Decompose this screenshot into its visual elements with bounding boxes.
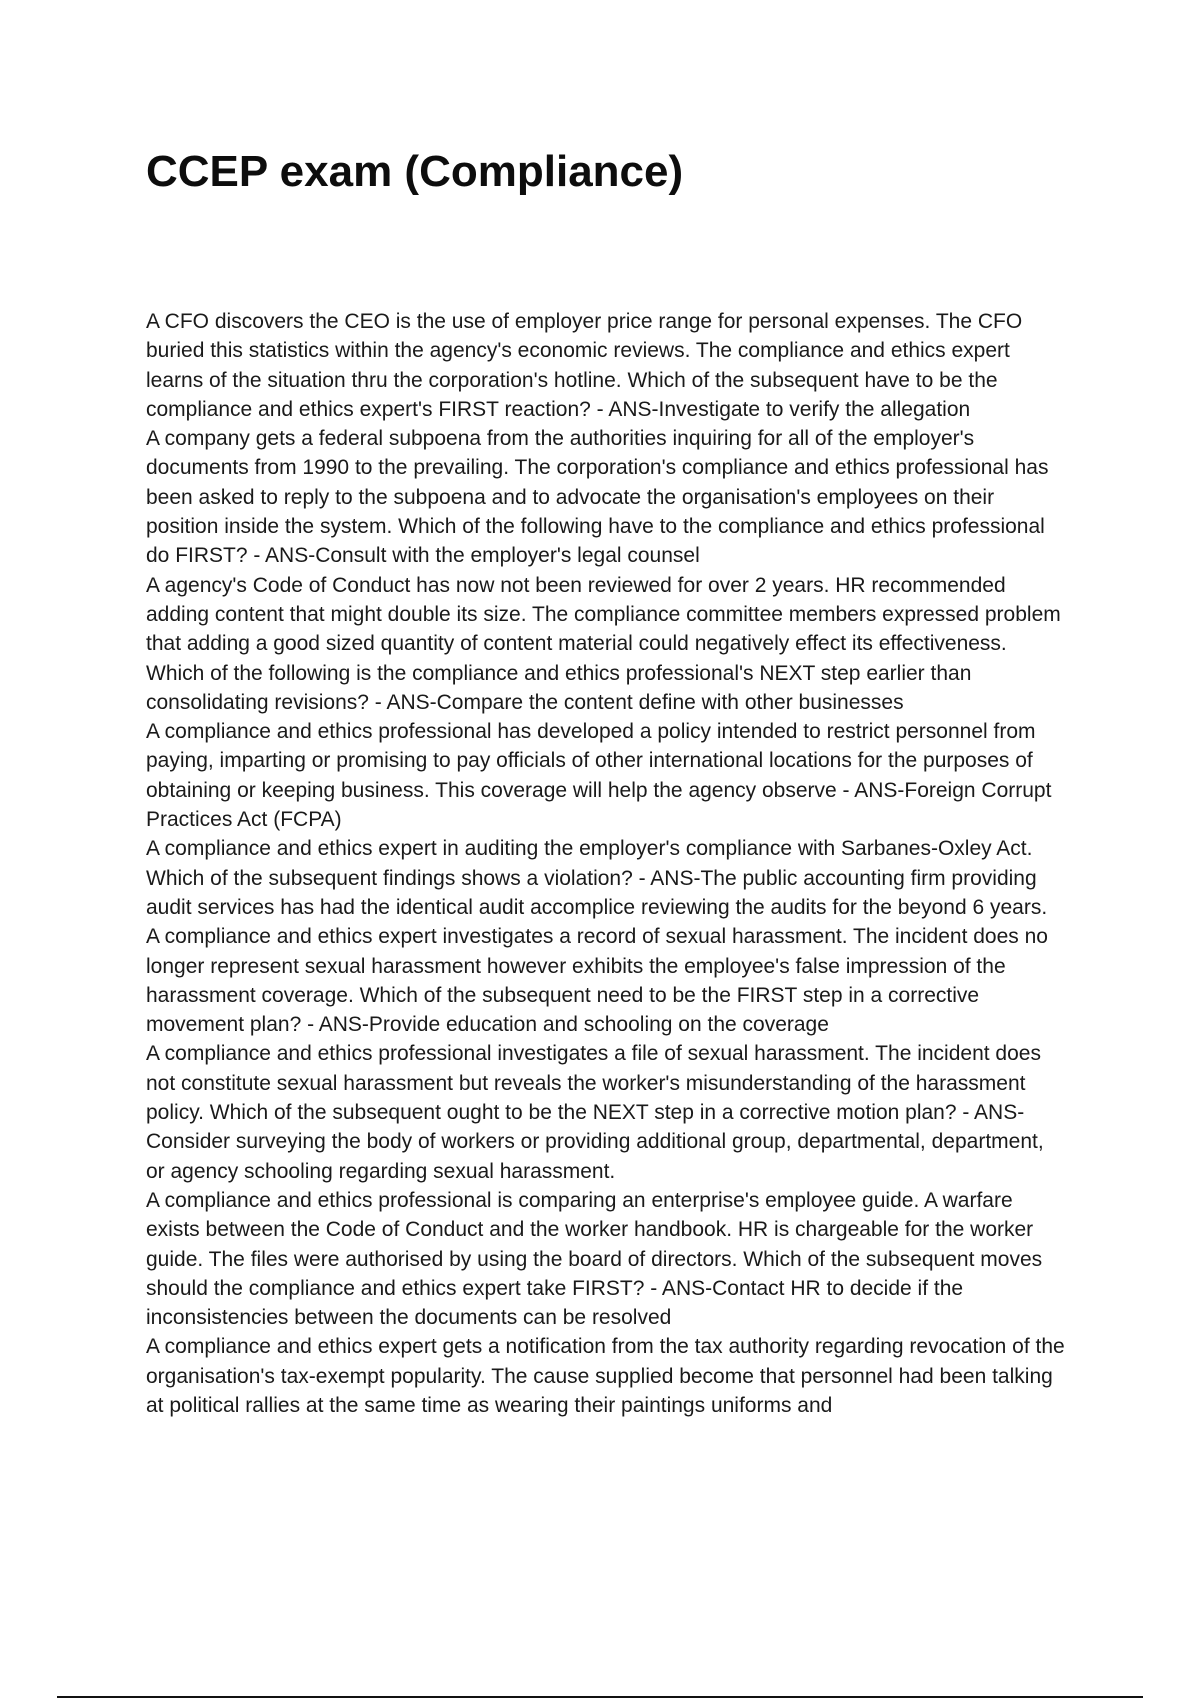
qa-entry: A compliance and ethics professional is comparing an enterprise's employee guide. A warfare exists between the Code of Conduct and the worker handbook. HR is chargeable for the worker guide. The files were authorised by using the board of directors. Which of the subsequent moves should the compliance and ethics expert take FIRST? - ANS-Contact HR to decide if the inconsistencies between the documents can be resolved xyxy=(146,1188,1043,1330)
qa-entry: A agency's Code of Conduct has now not been reviewed for over 2 years. HR recommended adding content that might double its size. The compliance committee members expressed problem that adding a good sized quantity of content material could negatively effect its effectiveness. Which of the following is the compliance and ethics professional's NEXT step earlier than consolidating revisions? - ANS-Compare the content define with other businesses xyxy=(146,573,1061,714)
document-body xyxy=(146,307,1066,1420)
qa-entry: A company gets a federal subpoena from the authorities inquiring for all of the employer's documents from 1990 to the prevailing. The corporation's compliance and ethics professional has been asked to reply to the subpoena and to advocate the organisation's employees on their position inside the system. Which of the following have to the compliance and ethics professional do FIRST? - ANS-Consult with the employer's legal counsel xyxy=(146,427,1049,568)
qa-entry: A compliance and ethics expert in auditing the employer's compliance with Sarbanes-Oxley Act. Which of the subsequent findings shows a violation? - ANS-The public accounting firm providing audit services has had the identical audit accomplice reviewing the audits for the beyond 6 years. xyxy=(146,837,1048,919)
qa-entry: A compliance and ethics professional has developed a policy intended to restrict personnel from paying, imparting or promising to pay officials of other international locations for the purposes of obtaining or keeping business. This coverage will help the agency observe - ANS-Foreign Corrupt Practices Act (FCPA) xyxy=(146,720,1052,832)
qa-entry: A CFO discovers the CEO is the use of employer price range for personal expenses. The CFO buried this statistics within the agency's economic reviews. The compliance and ethics expert learns of the situation thru the corporation's hotline. Which of the subsequent have to be the compliance and ethics expert's FIRST reaction? - ANS-Investigate to verify the allegation xyxy=(146,310,1023,421)
qa-entry: A compliance and ethics expert investigates a record of sexual harassment. The incident does no longer represent sexual harassment however exhibits the employee's false impression of the harassment coverage. Which of the subsequent need to be the FIRST step in a corrective movement plan? - ANS-Provide education and schooling on the coverage xyxy=(146,925,1048,1037)
footer-divider xyxy=(57,1696,1143,1698)
qa-entry: A compliance and ethics expert gets a notification from the tax authority regarding revocation of the organisation's tax-exempt popularity. The cause supplied become that personnel had been talking at political rallies at the same time as wearing their paintings uniforms and xyxy=(146,1335,1065,1417)
qa-entry: A compliance and ethics professional investigates a file of sexual harassment. The incident does not constitute sexual harassment but reveals the worker's misunderstanding of the harassment policy. Which of the subsequent ought to be the NEXT step in a corrective motion plan? - ANS-Consider surveying the body of workers or providing additional group, departmental, department, or agency schooling regarding sexual harassment. xyxy=(146,1042,1044,1183)
document-title: CCEP exam (Compliance) xyxy=(146,147,684,196)
